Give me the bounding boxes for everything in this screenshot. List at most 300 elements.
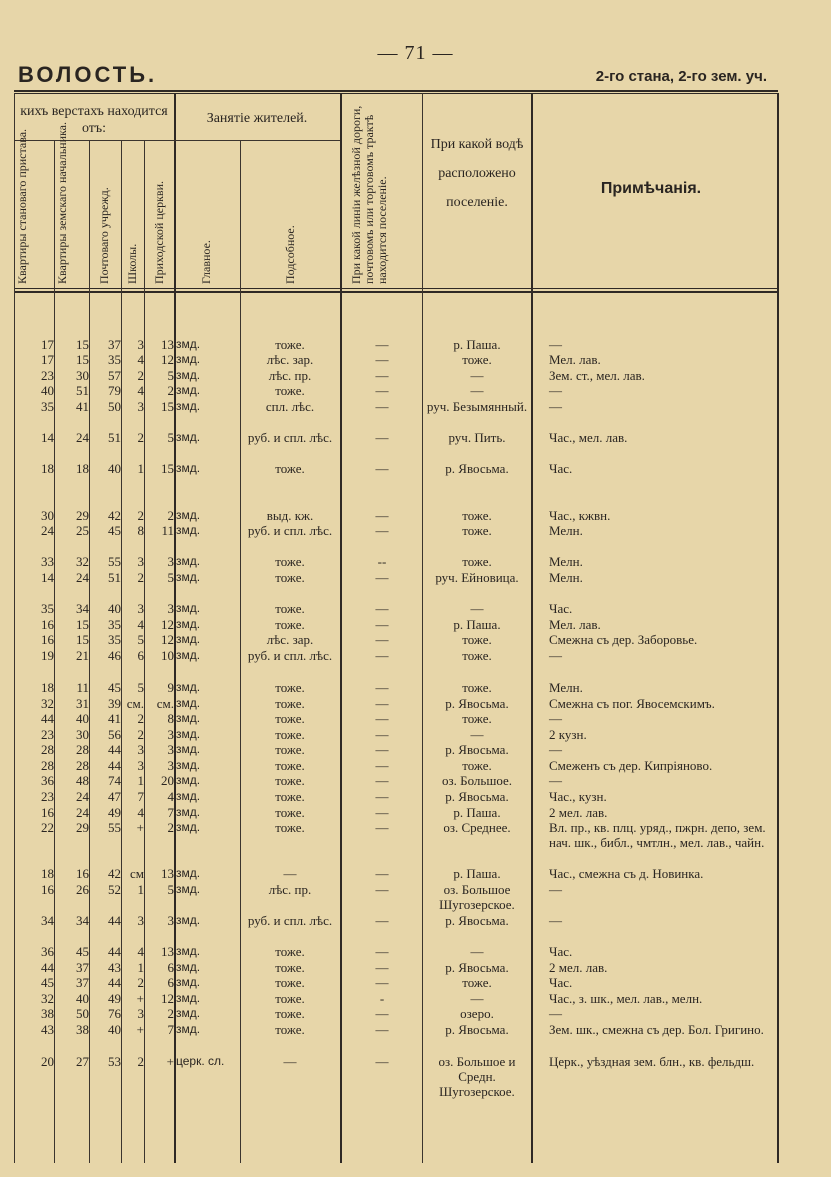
main-occupation: змд. [176,368,201,382]
dist-stanovoy: 22 [41,820,54,835]
dist-post: 40 [108,601,121,616]
railway-cell: — [375,882,389,897]
dist-post: 79 [108,383,121,398]
dist-church: 5 [167,430,174,445]
note-cell: Мел. лав. [549,352,601,367]
col-header-notes: Примѣчанія. [600,180,702,197]
dist-school: 6 [137,648,144,663]
dist-church: 2 [167,820,174,835]
water-cell: оз. Большое и Средн. Шугозерское. [438,1054,516,1099]
railway-cell: — [375,1006,389,1021]
dist-post: 40 [108,461,121,476]
dist-stanovoy: 32 [41,991,54,1006]
main-occupation: змд. [176,383,201,397]
main-occupation: змд. [176,711,201,725]
dist-post: 42 [108,866,121,881]
dist-church: 15 [161,399,174,414]
note-cell: Час., кжвн. [549,508,611,523]
main-occupation: змд. [176,696,201,710]
dist-post: 51 [108,570,121,585]
railway-cell: — [375,508,389,523]
dist-school: 3 [137,742,144,757]
dist-zemsky: 41 [76,399,89,414]
dist-school: 1 [137,960,144,975]
dist-zemsky: 37 [76,975,89,990]
water-cell: — [470,368,484,383]
main-occupation: змд. [176,570,201,584]
dist-stanovoy: 28 [41,742,54,757]
dist-zemsky: 37 [76,960,89,975]
dist-church: + [166,1054,174,1069]
main-occupation: змд. [176,399,201,413]
dist-church: 3 [167,913,174,928]
aux-occupation: тоже. [275,383,305,398]
aux-occupation: руб. и спл. лѣс. [247,430,333,445]
col-rule [422,93,423,1163]
aux-occupation: выд. кж. [266,508,314,523]
railway-cell: — [375,789,389,804]
railway-cell: — [375,352,389,367]
dist-zemsky: 26 [76,882,89,897]
dist-post: 55 [108,554,121,569]
dist-zemsky: 16 [76,866,89,881]
note-cell: Мелн. [549,570,583,585]
water-cell: р. Явосьма. [445,960,509,975]
dist-school: + [136,820,144,835]
table-top-rule [14,90,778,92]
dist-stanovoy: 28 [41,758,54,773]
aux-occupation: тоже. [275,696,305,711]
dist-zemsky: 34 [76,601,89,616]
railway-cell: — [375,820,389,835]
note-cell: Час. [549,944,573,959]
railway-cell: -- [377,554,387,569]
dist-school: 4 [137,617,144,632]
railway-cell: — [375,773,389,788]
aux-occupation: тоже. [275,570,305,585]
dist-zemsky: 40 [76,711,89,726]
dist-school: 2 [137,368,144,383]
railway-cell: — [375,601,389,616]
water-cell: р. Паша. [453,866,501,881]
dist-church: 15 [161,461,174,476]
railway-cell: — [375,1054,389,1069]
dist-school: 2 [137,570,144,585]
dist-school: 5 [137,680,144,695]
dist-stanovoy: 36 [41,944,54,959]
aux-occupation: тоже. [275,758,305,773]
aux-occupation: тоже. [275,944,305,959]
dist-stanovoy: 33 [41,554,54,569]
dist-zemsky: 27 [76,1054,89,1069]
note-cell: Час. [549,601,573,616]
main-occupation: змд. [176,882,201,896]
dist-stanovoy: 43 [41,1022,54,1037]
note-cell: — [549,711,562,726]
water-cell: тоже. [462,352,492,367]
water-cell: тоже. [462,711,492,726]
dist-church: 2 [167,383,174,398]
railway-cell: — [375,727,389,742]
dist-church: 11 [161,523,174,538]
aux-occupation: тоже. [275,789,305,804]
main-occupation: змд. [176,1022,201,1036]
dist-church: 3 [167,727,174,742]
dist-stanovoy: 19 [41,648,54,663]
header-bottom-rule [14,288,778,289]
col-header-water: При какой водѣ расположено поселеніе. [430,137,524,210]
main-occupation: змд. [176,337,201,351]
main-occupation: змд. [176,554,201,568]
col-header-railway: При какой линіи желѣзной дороги, почтовомъ или торговомъ трактѣ находится поселеніе. [349,105,389,284]
col-header-zemsky: Квартиры земскаго начальника. [55,121,69,284]
aux-occupation: тоже. [275,554,305,569]
main-occupation: змд. [176,866,201,880]
note-cell: Час. [549,975,573,990]
water-cell: — [470,601,484,616]
note-cell: 2 мел. лав. [549,805,608,820]
railway-cell: - [379,991,385,1006]
note-cell: Час., кузн. [549,789,607,804]
main-occupation: змд. [176,742,201,756]
note-cell: Зем. шк., смежна съ дер. Бол. Григино. [549,1022,764,1037]
water-cell: тоже. [462,975,492,990]
aux-occupation: — [283,1054,297,1069]
dist-stanovoy: 44 [41,960,54,975]
main-occupation: змд. [176,1006,201,1020]
dist-church: см. [156,696,174,711]
dist-zemsky: 15 [76,352,89,367]
note-cell: Смежна съ дер. Заборовье. [549,632,698,647]
dist-zemsky: 38 [76,1022,89,1037]
railway-cell: — [375,648,389,663]
aux-occupation: тоже. [275,617,305,632]
dist-post: 46 [108,648,121,663]
dist-zemsky: 48 [76,773,89,788]
dist-zemsky: 29 [76,820,89,835]
dist-stanovoy: 18 [41,461,54,476]
dist-school: 3 [137,1006,144,1021]
dist-zemsky: 24 [76,789,89,804]
aux-occupation: тоже. [275,1022,305,1037]
aux-occupation: тоже. [275,742,305,757]
dist-church: 6 [167,960,174,975]
dist-post: 76 [108,1006,121,1021]
dist-stanovoy: 23 [41,789,54,804]
dist-school: 3 [137,399,144,414]
aux-occupation: руб. и спл. лѣс. [247,523,333,538]
note-cell: — [549,648,562,663]
dist-post: 56 [108,727,121,742]
dist-post: 45 [108,523,121,538]
dist-church: 6 [167,975,174,990]
note-cell: — [549,399,562,414]
dist-stanovoy: 32 [41,696,54,711]
group-rule [14,140,174,141]
dist-post: 42 [108,508,121,523]
col-header-main: Главное. [199,240,213,284]
dist-stanovoy: 14 [41,570,54,585]
aux-occupation: тоже. [275,601,305,616]
district-title: 2-го стана, 2-го зем. уч. [595,68,767,85]
dist-church: 3 [167,554,174,569]
main-occupation: змд. [176,648,201,662]
aux-occupation: лѣс. пр. [268,882,312,897]
water-cell: оз. Большое Шугозерское. [439,882,515,912]
dist-post: 47 [108,789,121,804]
dist-post: 50 [108,399,121,414]
dist-zemsky: 28 [76,758,89,773]
dist-school: 2 [137,727,144,742]
railway-cell: — [375,975,389,990]
aux-occupation: тоже. [275,991,305,1006]
dist-zemsky: 30 [76,727,89,742]
dist-zemsky: 15 [76,632,89,647]
main-occupation: змд. [176,820,201,834]
main-occupation: змд. [176,773,201,787]
aux-occupation: тоже. [275,960,305,975]
dist-stanovoy: 38 [41,1006,54,1021]
note-cell: Час., з. шк., мел. лав., мелн. [549,991,703,1006]
aux-occupation: тоже. [275,975,305,990]
dist-school: + [136,1022,144,1037]
dist-zemsky: 40 [76,991,89,1006]
railway-cell: — [375,913,389,928]
dist-school: 2 [137,975,144,990]
dist-post: 53 [108,1054,121,1069]
dist-church: 2 [167,508,174,523]
aux-occupation: тоже. [275,820,305,835]
col-header-church: Приходской церкви. [152,180,166,284]
note-cell: — [549,383,562,398]
dist-church: 12 [161,352,174,367]
col-header-post: Почтоваго учрежд. [97,187,111,284]
note-cell: Мелн. [549,680,583,695]
dist-school: 4 [137,352,144,367]
dist-stanovoy: 14 [41,430,54,445]
railway-cell: — [375,430,389,445]
dist-post: 44 [108,975,121,990]
water-cell: тоже. [462,508,492,523]
dist-zemsky: 29 [76,508,89,523]
water-cell: р. Явосьма. [445,742,509,757]
main-occupation: змд. [176,758,201,772]
water-cell: руч. Пить. [448,430,506,445]
railway-cell: — [375,399,389,414]
note-cell: Церк., уѣздная зем. блн., кв. фельдш. [549,1054,755,1069]
dist-church: 5 [167,368,174,383]
dist-church: 10 [161,648,174,663]
dist-stanovoy: 30 [41,508,54,523]
water-cell: оз. Большое. [441,773,513,788]
dist-church: 12 [161,617,174,632]
dist-post: 39 [108,696,121,711]
railway-cell: — [375,523,389,538]
note-cell: Мелн. [549,554,583,569]
dist-zemsky: 24 [76,430,89,445]
railway-cell: — [375,696,389,711]
dist-post: 49 [108,991,121,1006]
col-header-school: Школы. [125,243,139,284]
water-cell: р. Явосьма. [445,913,509,928]
aux-occupation: тоже. [275,711,305,726]
railway-cell: — [375,337,389,352]
dist-stanovoy: 23 [41,368,54,383]
dist-church: 13 [161,866,174,881]
note-cell: Мел. лав. [549,617,601,632]
aux-occupation: руб. и спл. лѣс. [247,913,333,928]
water-cell: — [470,383,484,398]
dist-school: 7 [137,789,144,804]
dist-zemsky: 11 [76,680,89,695]
water-cell: тоже. [462,758,492,773]
dist-post: 55 [108,820,121,835]
dist-school: 3 [137,758,144,773]
dist-church: 20 [161,773,174,788]
col-header-stanovoy: Квартиры становаго пристава. [15,128,29,284]
dist-school: + [136,991,144,1006]
dist-zemsky: 24 [76,805,89,820]
railway-cell: — [375,461,389,476]
note-cell: Смежна съ пог. Явосемскимъ. [549,696,715,711]
dist-school: 2 [137,430,144,445]
aux-occupation: тоже. [275,337,305,352]
dist-post: 49 [108,805,121,820]
main-occupation: змд. [176,461,201,475]
railway-cell: — [375,711,389,726]
dist-stanovoy: 24 [41,523,54,538]
dist-zemsky: 34 [76,913,89,928]
dist-church: 4 [167,789,174,804]
aux-occupation: лѣс. пр. [268,368,312,383]
dist-church: 3 [167,601,174,616]
dist-school: 2 [137,711,144,726]
dist-post: 35 [108,352,121,367]
dist-zemsky: 51 [76,383,89,398]
volost-title: ВОЛОСТЬ. [18,62,158,87]
dist-school: 8 [137,523,144,538]
main-occupation: церк. сл. [176,1054,225,1068]
dist-school: 2 [137,508,144,523]
main-occupation: змд. [176,727,201,741]
dist-stanovoy: 18 [41,680,54,695]
dist-stanovoy: 35 [41,601,54,616]
dist-school: 3 [137,913,144,928]
dist-stanovoy: 17 [41,352,54,367]
dist-school: 4 [137,383,144,398]
dist-church: 13 [161,944,174,959]
dist-stanovoy: 20 [41,1054,54,1069]
dist-zemsky: 15 [76,337,89,352]
dist-post: 41 [108,711,121,726]
main-occupation: змд. [176,430,201,444]
dist-post: 43 [108,960,121,975]
dist-post: 40 [108,1022,121,1037]
main-occupation: змд. [176,991,201,1005]
railway-cell: — [375,805,389,820]
note-cell: Час. [549,461,573,476]
aux-occupation: руб. и спл. лѣс. [247,648,333,663]
railway-cell: — [375,368,389,383]
dist-school: 5 [137,632,144,647]
distance-group-header: кихъ верстахъ находится отъ: [20,104,168,136]
water-cell: руч. Ейновица. [435,570,519,585]
water-cell: руч. Безымянный. [426,399,528,414]
main-occupation: змд. [176,960,201,974]
dist-church: 7 [167,805,174,820]
main-occupation: змд. [176,789,201,803]
dist-post: 35 [108,632,121,647]
dist-post: 52 [108,882,121,897]
col-header-aux: Подсобное. [283,225,297,284]
col-rule [240,140,241,1163]
dist-church: 3 [167,758,174,773]
dist-school: 3 [137,337,144,352]
note-cell: Зем. ст., мел. лав. [549,368,645,383]
dist-stanovoy: 16 [41,632,54,647]
page-number: — 71 — [377,42,454,64]
water-cell: озеро. [460,1006,494,1021]
dist-zemsky: 45 [76,944,89,959]
dist-post: 37 [108,337,121,352]
dist-stanovoy: 35 [41,399,54,414]
railway-cell: — [375,960,389,975]
dist-zemsky: 50 [76,1006,89,1021]
water-cell: р. Явосьма. [445,696,509,711]
dist-church: 5 [167,570,174,585]
main-occupation: змд. [176,632,201,646]
water-cell: р. Явосьма. [445,461,509,476]
water-cell: тоже. [462,680,492,695]
water-cell: тоже. [462,554,492,569]
dist-stanovoy: 18 [41,866,54,881]
main-occupation: змд. [176,805,201,819]
dist-post: 44 [108,742,121,757]
dist-post: 45 [108,680,121,695]
dist-stanovoy: 23 [41,727,54,742]
water-cell: р. Паша. [453,805,501,820]
water-cell: тоже. [462,648,492,663]
water-cell: — [470,944,484,959]
dist-school: 1 [137,882,144,897]
note-cell: — [549,773,562,788]
dist-school: 3 [137,554,144,569]
dist-stanovoy: 44 [41,711,54,726]
main-occupation: змд. [176,944,201,958]
dist-church: 12 [161,632,174,647]
note-cell: Вл. пр., кв. плц. уряд., пжрн. депо, зем. нач. шк., библ., чмтлн., мел. лав., чайн. [549,820,766,850]
railway-cell: — [375,383,389,398]
railway-cell: — [375,742,389,757]
occupation-group-header: Занятіе жителей. [206,111,308,126]
dist-school: 4 [137,805,144,820]
water-cell: тоже. [462,632,492,647]
note-cell: Час., мел. лав. [549,430,628,445]
dist-church: 5 [167,882,174,897]
note-cell: — [549,882,562,897]
note-cell: — [549,1006,562,1021]
dist-post: 44 [108,758,121,773]
dist-zemsky: 18 [76,461,89,476]
water-cell: р. Паша. [453,617,501,632]
group-rule [174,140,340,141]
main-occupation: змд. [176,601,201,615]
railway-cell: — [375,617,389,632]
dist-church: 2 [167,1006,174,1021]
dist-zemsky: 31 [76,696,89,711]
dist-stanovoy: 40 [41,383,54,398]
note-cell: Час., смежна съ д. Новинка. [549,866,704,881]
